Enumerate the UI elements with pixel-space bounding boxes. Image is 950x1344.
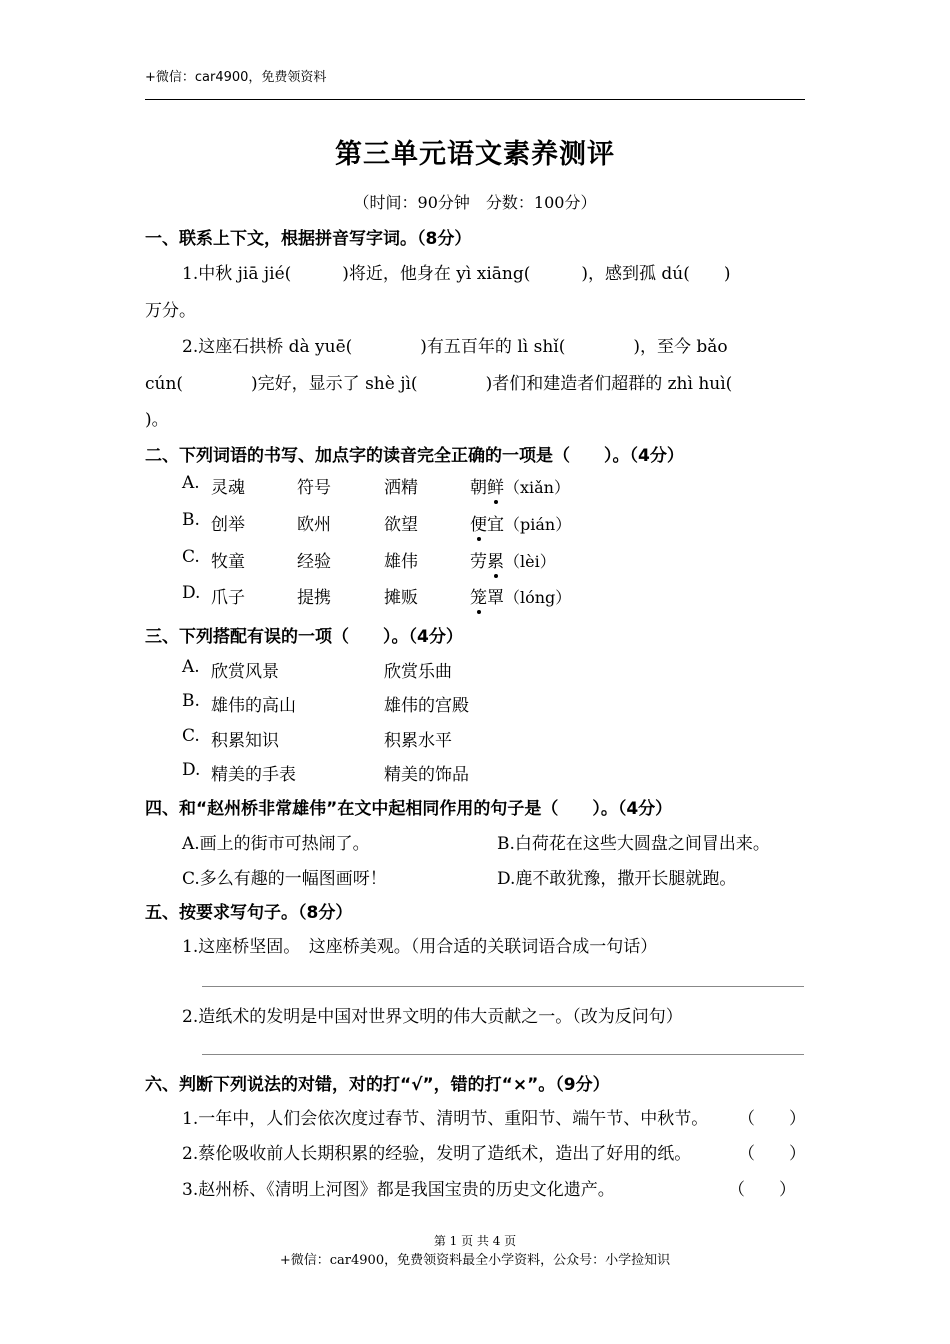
s1-q2-line1: 2.这座石拱桥 dà yuē( )有五百年的 lì shǐ( )，至今 bǎo xyxy=(182,337,728,357)
s4-option-c: C.多么有趣的一幅图画呀！ xyxy=(182,869,387,889)
s1-q2-line3: )。 xyxy=(145,410,169,430)
dotted-char: 笼 xyxy=(470,588,487,608)
s3-a-label: A. xyxy=(182,657,200,677)
s3-d-phrase2: 精美的饰品 xyxy=(384,765,469,785)
word-part: 劳 xyxy=(470,552,487,572)
s1-q1-line1: 1.中秋 jiā jié( )将近，他身在 yì xiāng( )，感到孤 dú( ) xyxy=(182,264,731,284)
s3-c-phrase1: 积累知识 xyxy=(211,731,279,751)
s4-option-d: D.鹿不敢犹豫，撒开长腿就跑。 xyxy=(497,869,737,889)
section-4-heading: 四、和“赵州桥非常雄伟”在文中起相同作用的句子是（ ）。（4分） xyxy=(145,799,673,819)
footer-note: +微信：car4900，免费领资料最全小学资料，公众号：小学捡知识 xyxy=(279,1253,671,1268)
dotted-char: 便 xyxy=(470,515,487,535)
s3-c-phrase2: 积累水平 xyxy=(384,731,452,751)
s2-c-word2: 经验 xyxy=(297,552,331,572)
word-part: 朝 xyxy=(470,478,487,498)
s2-a-word4 xyxy=(470,473,570,498)
s2-option-d: D. xyxy=(182,583,201,603)
s2-d-word2: 提携 xyxy=(297,588,331,608)
s3-a-phrase1: 欣赏风景 xyxy=(211,662,279,682)
section-1-heading: 一、联系上下文，根据拼音写字词。（8分） xyxy=(145,229,472,249)
dotted-char: 累 xyxy=(487,552,504,572)
s1-q1-line2: 万分。 xyxy=(145,301,196,321)
s2-a-word1: 灵魂 xyxy=(211,478,245,498)
page-subtitle: （时间：90分钟 分数：100分） xyxy=(353,193,597,212)
s5-q2: 2.造纸术的发明是中国对世界文明的伟大贡献之一。（改为反问句） xyxy=(182,1007,683,1027)
s5-q1-answer-line[interactable] xyxy=(202,986,804,987)
s2-d-word3: 摊贩 xyxy=(384,588,418,608)
s6-item-1: 1.一年中，人们会依次度过春节、清明节、重阳节、端午节、中秋节。 xyxy=(182,1109,709,1129)
s2-a-word2: 符号 xyxy=(297,478,331,498)
s2-d-word4 xyxy=(470,583,571,608)
header-note: +微信：car4900，免费领资料 xyxy=(145,70,327,85)
word-part: 宜 xyxy=(487,515,504,535)
section-2-heading: 二、下列词语的书写、加点字的读音完全正确的一项是（ ）。（4分） xyxy=(145,446,684,466)
s3-a-phrase2: 欣赏乐曲 xyxy=(384,662,452,682)
pinyin: （lèi） xyxy=(504,552,556,571)
pinyin: （lóng） xyxy=(504,588,572,607)
s6-item-2-paren[interactable]: （ ） xyxy=(738,1144,806,1164)
s2-option-a xyxy=(182,473,200,493)
s6-item-2: 2.蔡伦吸收前人长期积累的经验，发明了造纸术，造出了好用的纸。 xyxy=(182,1144,692,1164)
s4-option-b: B.白荷花在这些大圆盘之间冒出来。 xyxy=(497,834,770,854)
s2-d-word1: 爪子 xyxy=(211,588,245,608)
s2-b-word4 xyxy=(470,510,571,535)
s6-item-1-paren[interactable]: （ ） xyxy=(738,1109,806,1129)
s2-option-c: C. xyxy=(182,547,200,567)
section-5-heading: 五、按要求写句子。（8分） xyxy=(145,903,353,923)
s3-b-label: B. xyxy=(182,691,200,711)
s3-d-label: D. xyxy=(182,760,201,780)
section-6-heading: 六、判断下列说法的对错，对的打“√”，错的打“×”。（9分） xyxy=(145,1075,610,1095)
pinyin: （xiǎn） xyxy=(504,478,570,497)
page-title: 第三单元语文素养测评 xyxy=(335,139,615,170)
s2-a-word3: 洒精 xyxy=(384,478,418,498)
s6-item-3-paren[interactable]: （ ） xyxy=(728,1180,796,1200)
page-number: 第 1 页 共 4 页 xyxy=(433,1234,517,1248)
s3-b-phrase1: 雄伟的高山 xyxy=(211,696,296,716)
s1-q2-line2: cún( )完好，显示了 shè jì( )者们和建造者们超群的 zhì huì( xyxy=(145,374,733,394)
s3-b-phrase2: 雄伟的宫殿 xyxy=(384,696,469,716)
s3-d-phrase1: 精美的手表 xyxy=(211,765,296,785)
s6-item-3: 3.赵州桥、《清明上河图》都是我国宝贵的历史文化遗产。 xyxy=(182,1180,615,1200)
s3-c-label: C. xyxy=(182,726,200,746)
s4-option-a: A.画上的街市可热闹了。 xyxy=(182,834,370,854)
s2-c-word3: 雄伟 xyxy=(384,552,418,572)
s2-b-word2: 欧州 xyxy=(297,515,331,535)
word-part: 罩 xyxy=(487,588,504,608)
s2-b-word1: 创举 xyxy=(211,515,245,535)
s2-c-word1: 牧童 xyxy=(211,552,245,572)
option-label: A. xyxy=(182,473,200,493)
s2-c-word4 xyxy=(470,547,556,572)
s5-q1: 1.这座桥坚固。 这座桥美观。（用合适的关联词语合成一句话） xyxy=(182,937,658,957)
dotted-char: 鲜 xyxy=(487,478,504,498)
s2-option-b: B. xyxy=(182,510,200,530)
section-3-heading: 三、下列搭配有误的一项（ ）。（4分） xyxy=(145,627,463,647)
header-rule xyxy=(145,99,805,100)
s5-q2-answer-line[interactable] xyxy=(202,1054,804,1055)
pinyin: （pián） xyxy=(504,515,572,534)
s2-b-word3: 欲望 xyxy=(384,515,418,535)
